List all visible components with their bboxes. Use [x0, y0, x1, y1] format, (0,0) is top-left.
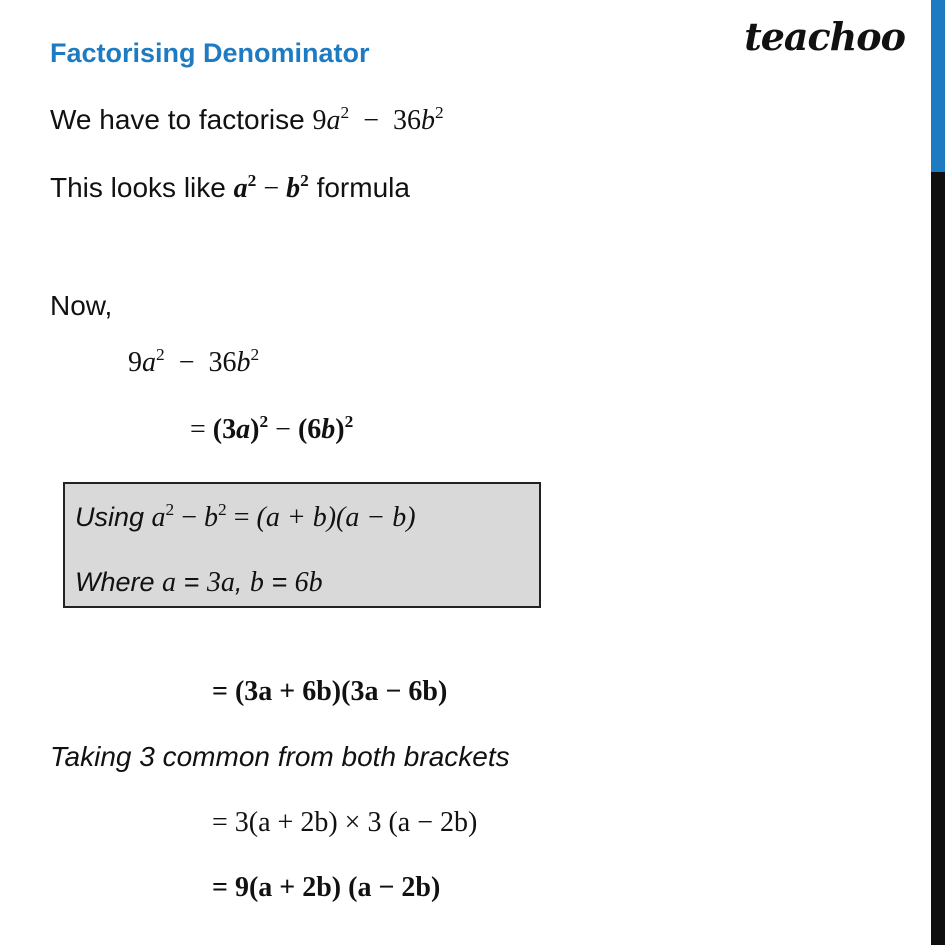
s1-exp1: 2: [156, 344, 165, 364]
s2-op: −: [275, 414, 291, 445]
intro-var1: a: [326, 105, 341, 136]
step4-expression: = 3(a + 2b) × 3 (a − 2b): [212, 807, 478, 838]
section-heading: Factorising Denominator: [50, 38, 370, 68]
intro-line: [50, 104, 444, 137]
where-line: [75, 567, 323, 599]
intro-coef2: 36: [392, 105, 421, 136]
s2-e2: 2: [344, 411, 354, 431]
s2-rp2: ): [335, 414, 345, 445]
where-eq2: =: [263, 567, 295, 597]
intro-exp2: 2: [434, 102, 444, 122]
where-v1: a: [162, 567, 177, 598]
intro-coef1: 9: [312, 105, 327, 136]
looks-like-suffix: formula: [308, 172, 410, 203]
ll-var2: b: [286, 173, 301, 204]
identity-expression: [151, 499, 416, 533]
intro-op: −: [363, 105, 379, 136]
scrollbar-thumb[interactable]: [931, 0, 945, 172]
ll-var1: a: [233, 173, 248, 204]
teachoo-logo: teachoo: [744, 14, 905, 59]
id-op1: −: [181, 502, 198, 533]
s2-lp1: (: [212, 414, 223, 445]
where-v2: b: [249, 567, 264, 598]
step5-result: = 9(a + 2b) (a − 2b): [212, 872, 441, 903]
ll-op: −: [263, 173, 280, 204]
id-eq: =: [233, 502, 250, 533]
where-eq1: =: [176, 567, 207, 597]
now-label: Now,: [50, 290, 113, 321]
identity-line: [75, 499, 416, 534]
intro-expression: [312, 102, 444, 136]
s1-exp2: 2: [250, 344, 260, 364]
s1-op: −: [178, 347, 195, 378]
s2-v1: a: [236, 414, 251, 445]
using-label: Using: [75, 502, 152, 532]
where-val2: 6b: [294, 567, 323, 598]
s1-coef1: 9: [128, 347, 142, 378]
step3-expression: = (3a + 6b)(3a − 6b): [212, 676, 448, 707]
s2-eq: =: [190, 414, 206, 445]
s2-rp1: ): [250, 414, 260, 445]
s2-v2: b: [321, 414, 336, 445]
where-val1: 3a: [206, 567, 235, 598]
id-rhs: (a + b)(a − b): [256, 502, 416, 533]
id-a: a: [151, 502, 166, 533]
looks-like-prefix: This looks like: [50, 172, 234, 203]
intro-exp1: 2: [340, 102, 350, 122]
s1-var1: a: [142, 347, 156, 378]
id-e1: 2: [165, 499, 175, 519]
looks-like-line: [50, 172, 410, 205]
where-label: Where: [75, 567, 163, 597]
ll-exp1: 2: [247, 170, 257, 190]
s1-var2: b: [236, 347, 251, 378]
id-e2: 2: [218, 499, 227, 519]
common-factor-note: Taking 3 common from both brackets: [50, 741, 510, 772]
step1-expression: [128, 344, 260, 379]
ll-exp2: 2: [300, 170, 309, 190]
s2-lp2: (: [297, 414, 308, 445]
where-comma: ,: [234, 567, 250, 597]
id-b: b: [204, 502, 219, 533]
s2-e1: 2: [259, 411, 269, 431]
looks-like-expression: [233, 170, 309, 204]
s1-coef2: 36: [208, 347, 237, 378]
s2-c2: 6: [307, 414, 322, 445]
intro-var2: b: [420, 105, 435, 136]
step2-expression: [190, 411, 354, 446]
s2-c1: 3: [222, 414, 237, 445]
intro-text: We have to factorise: [50, 104, 313, 135]
